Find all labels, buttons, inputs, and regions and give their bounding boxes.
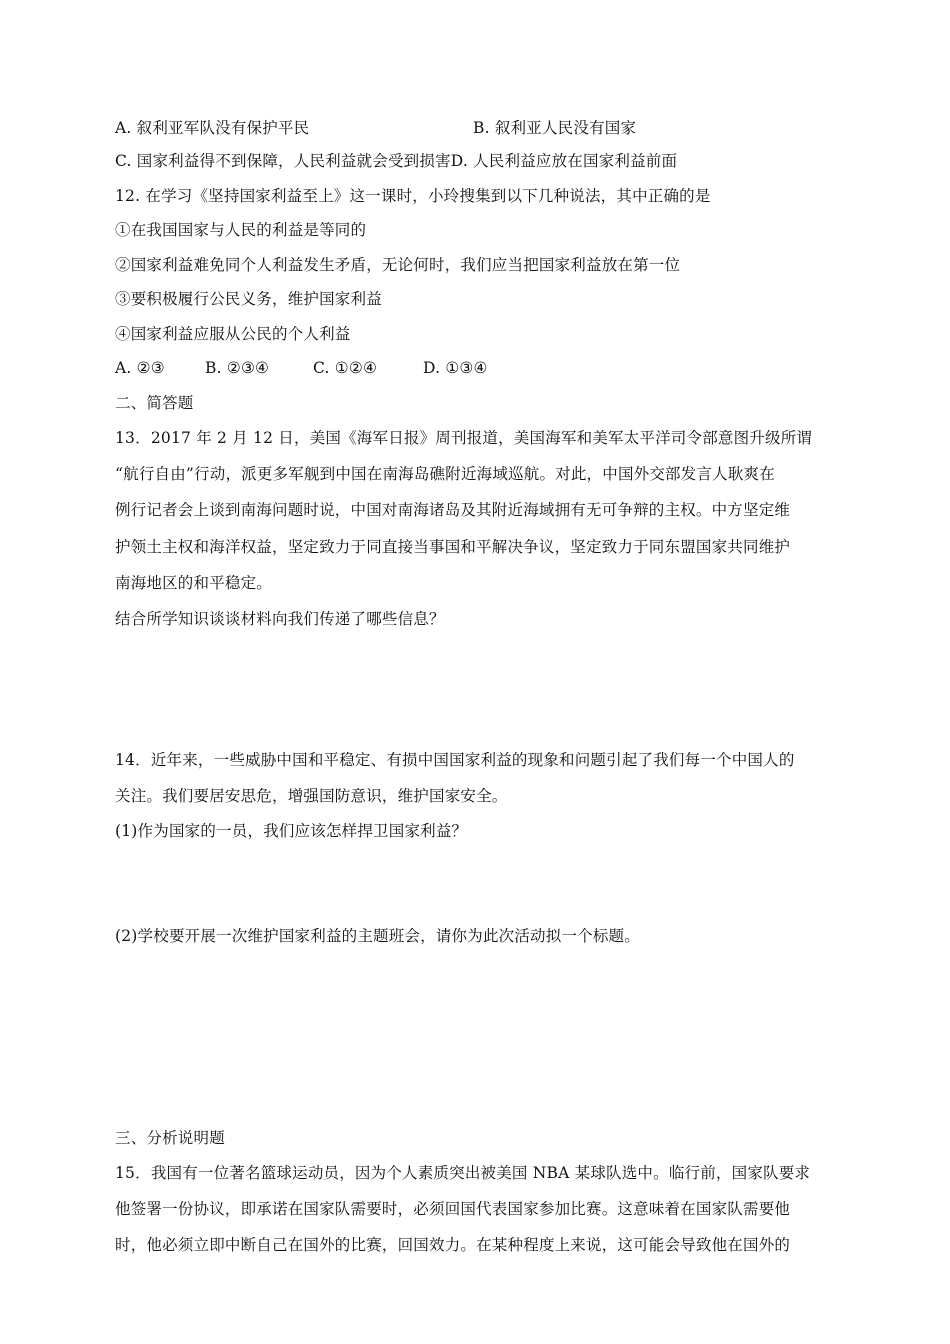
q12-option-d: D. ①③④ <box>423 359 488 377</box>
q15-line-2: 他签署一份协议，即承诺在国家队需要时，必须回国代表国家参加比赛。这意味着在国家队需要他 <box>115 1200 791 1218</box>
q14-subquestion-2: (2)学校要开展一次维护国家利益的主题班会，请你为此次活动拟一个标题。 <box>115 927 640 945</box>
q13-line-2: “航行自由”行动，派更多军舰到中国在南海岛礁附近海域巡航。对此，中国外交部发言人耿爽在 <box>115 465 775 483</box>
q15-line-3: 时，他必须立即中断自己在国外的比赛，回国效力。在某种程度上来说，这可能会导致他在国外的 <box>115 1236 791 1254</box>
q11-option-c-d: C. 国家利益得不到保障，人民利益就会受到损害D. 人民利益应放在国家利益前面 <box>115 152 678 170</box>
q12-item-2: ②国家利益难免同个人利益发生矛盾，无论何时，我们应当把国家利益放在第一位 <box>115 256 681 274</box>
q12-options <box>115 358 488 378</box>
q14-line-2: 关注。我们要居安思危，增强国防意识，维护国家安全。 <box>115 787 508 805</box>
q11-option-b: B. 叙利亚人民没有国家 <box>473 119 637 137</box>
q14-line-1: 14．近年来，一些威胁中国和平稳定、有损中国国家利益的现象和问题引起了我们每一个中国人的 <box>115 751 795 769</box>
q12-item-4: ④国家利益应服从公民的个人利益 <box>115 325 351 343</box>
q12-stem: 12. 在学习《坚持国家利益至上》这一课时，小玲搜集到以下几种说法，其中正确的是 <box>115 187 711 205</box>
q13-line-1: 13．2017 年 2 月 12 日，美国《海军日报》周刊报道，美国海军和美军太平洋司令部意图升级所谓 <box>115 429 813 447</box>
q11-option-a: A. 叙利亚军队没有保护平民 <box>115 119 310 137</box>
q13-question: 结合所学知识谈谈材料向我们传递了哪些信息？ <box>115 610 445 628</box>
section-heading-analysis: 三、分析说明题 <box>115 1129 225 1147</box>
q13-line-5: 南海地区的和平稳定。 <box>115 574 273 592</box>
q13-line-4: 护领土主权和海洋权益，坚定致力于同直接当事国和平解决争议，坚定致力于同东盟国家共同维护 <box>115 538 791 556</box>
q12-option-a: A. ②③ <box>115 359 165 377</box>
q12-item-3: ③要积极履行公民义务，维护国家利益 <box>115 290 382 308</box>
q12-item-1: ①在我国国家与人民的利益是等同的 <box>115 221 367 239</box>
q12-option-b: B. ②③④ <box>205 359 270 377</box>
q12-option-c: C. ①②④ <box>313 359 378 377</box>
q13-line-3: 例行记者会上谈到南海问题时说，中国对南海诸岛及其附近海域拥有无可争辩的主权。中方坚定维 <box>115 501 791 519</box>
q15-line-1: 15．我国有一位著名篮球运动员，因为个人素质突出被美国 NBA 某球队选中。临行前，国家队要求 <box>115 1164 811 1182</box>
section-heading-short-answer: 二、简答题 <box>115 394 194 412</box>
q14-subquestion-1: (1)作为国家的一员，我们应该怎样捍卫国家利益？ <box>115 822 468 840</box>
